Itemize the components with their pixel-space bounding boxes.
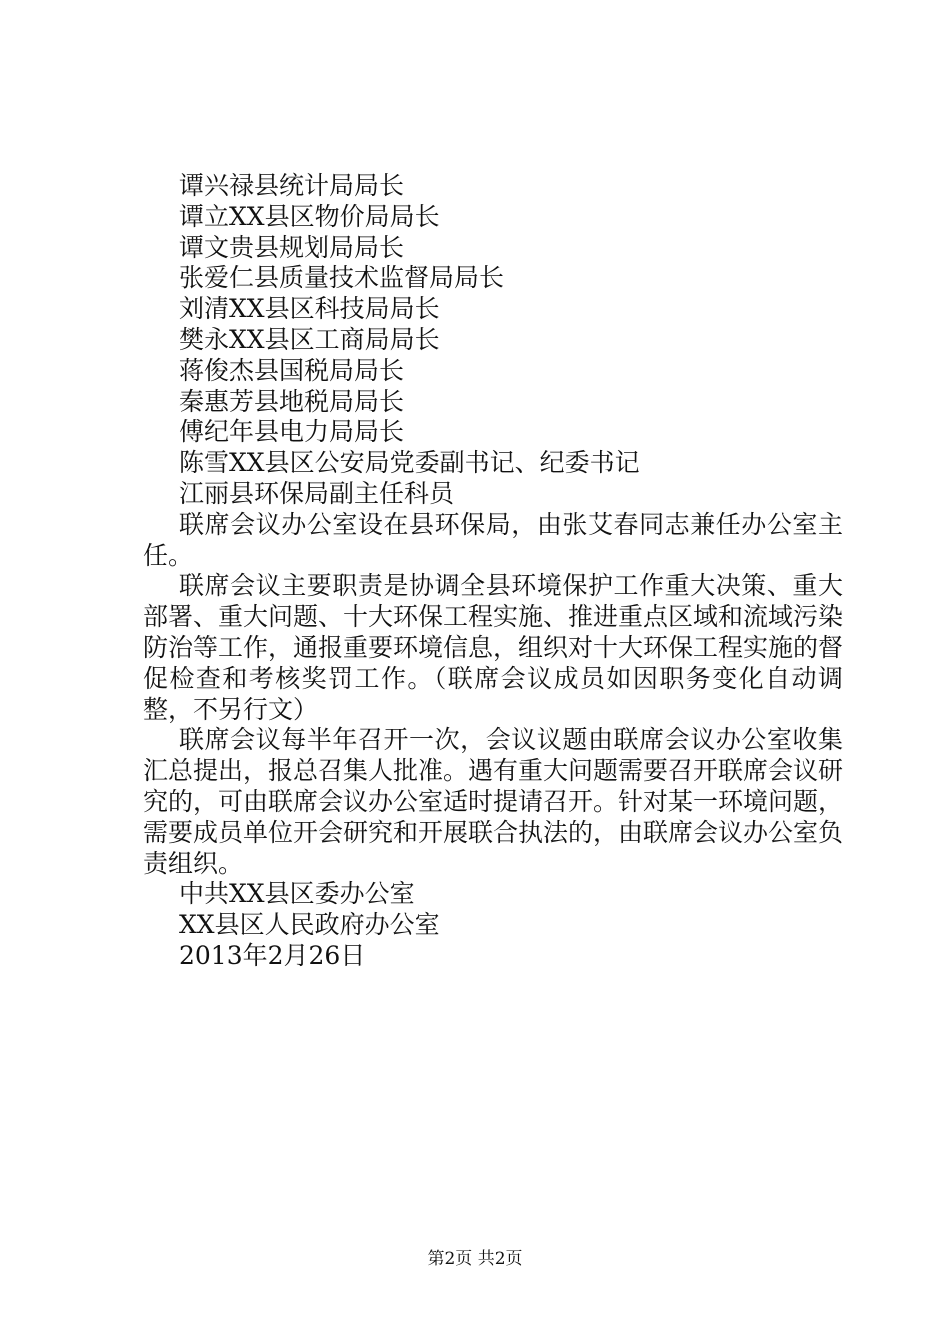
signature-org-2: XX县区人民政府办公室	[179, 910, 440, 940]
member-line: 秦惠芳县地税局局长	[179, 386, 405, 416]
member-line: 傅纪年县电力局局长	[179, 417, 405, 447]
signature-date: 2013年2月26日	[179, 940, 366, 970]
page-footer: 第2页 共2页	[427, 1249, 523, 1269]
member-line: 陈雪XX县区公安局党委副书记、纪委书记	[179, 448, 640, 478]
member-line: 江丽县环保局副主任科员	[179, 478, 455, 508]
signature-org-1: 中共XX县区委办公室	[179, 879, 415, 909]
duties-paragraph: 联席会议主要职责是协调全县环境保护工作重大决策、重大部署、重大问题、十大环保工程实施、推进重点区域和流域污染防治等工作，通报重要环境信息，组织对十大环保工程实施的督促检查和考核奖罚工作。（联席会议成员如因职务变化自动调整，不另行文）	[143, 571, 844, 724]
meeting-paragraph: 联席会议每半年召开一次，会议议题由联席会议办公室收集汇总提出，报总召集人批准。遇有重大问题需要召开联席会议研究的，可由联席会议办公室适时提请召开。针对某一环境问题，需要成员单位开会研究和开展联合执法的，由联席会议办公室负责组织。	[143, 725, 844, 878]
member-line: 刘清XX县区科技局局长	[179, 294, 440, 324]
office-paragraph: 联席会议办公室设在县环保局，由张艾春同志兼任办公室主任。	[143, 509, 843, 570]
member-line: 谭兴禄县统计局局长	[179, 171, 405, 200]
member-line: 蒋俊杰县国税局局长	[179, 355, 405, 385]
member-line: 谭文贵县规划局局长	[179, 232, 405, 262]
member-line: 谭立XX县区物价局局长	[179, 201, 440, 231]
member-line: 张爱仁县质量技术监督局局长	[179, 263, 505, 293]
document-body	[143, 171, 843, 972]
member-line: 樊永XX县区工商局局长	[179, 324, 440, 354]
